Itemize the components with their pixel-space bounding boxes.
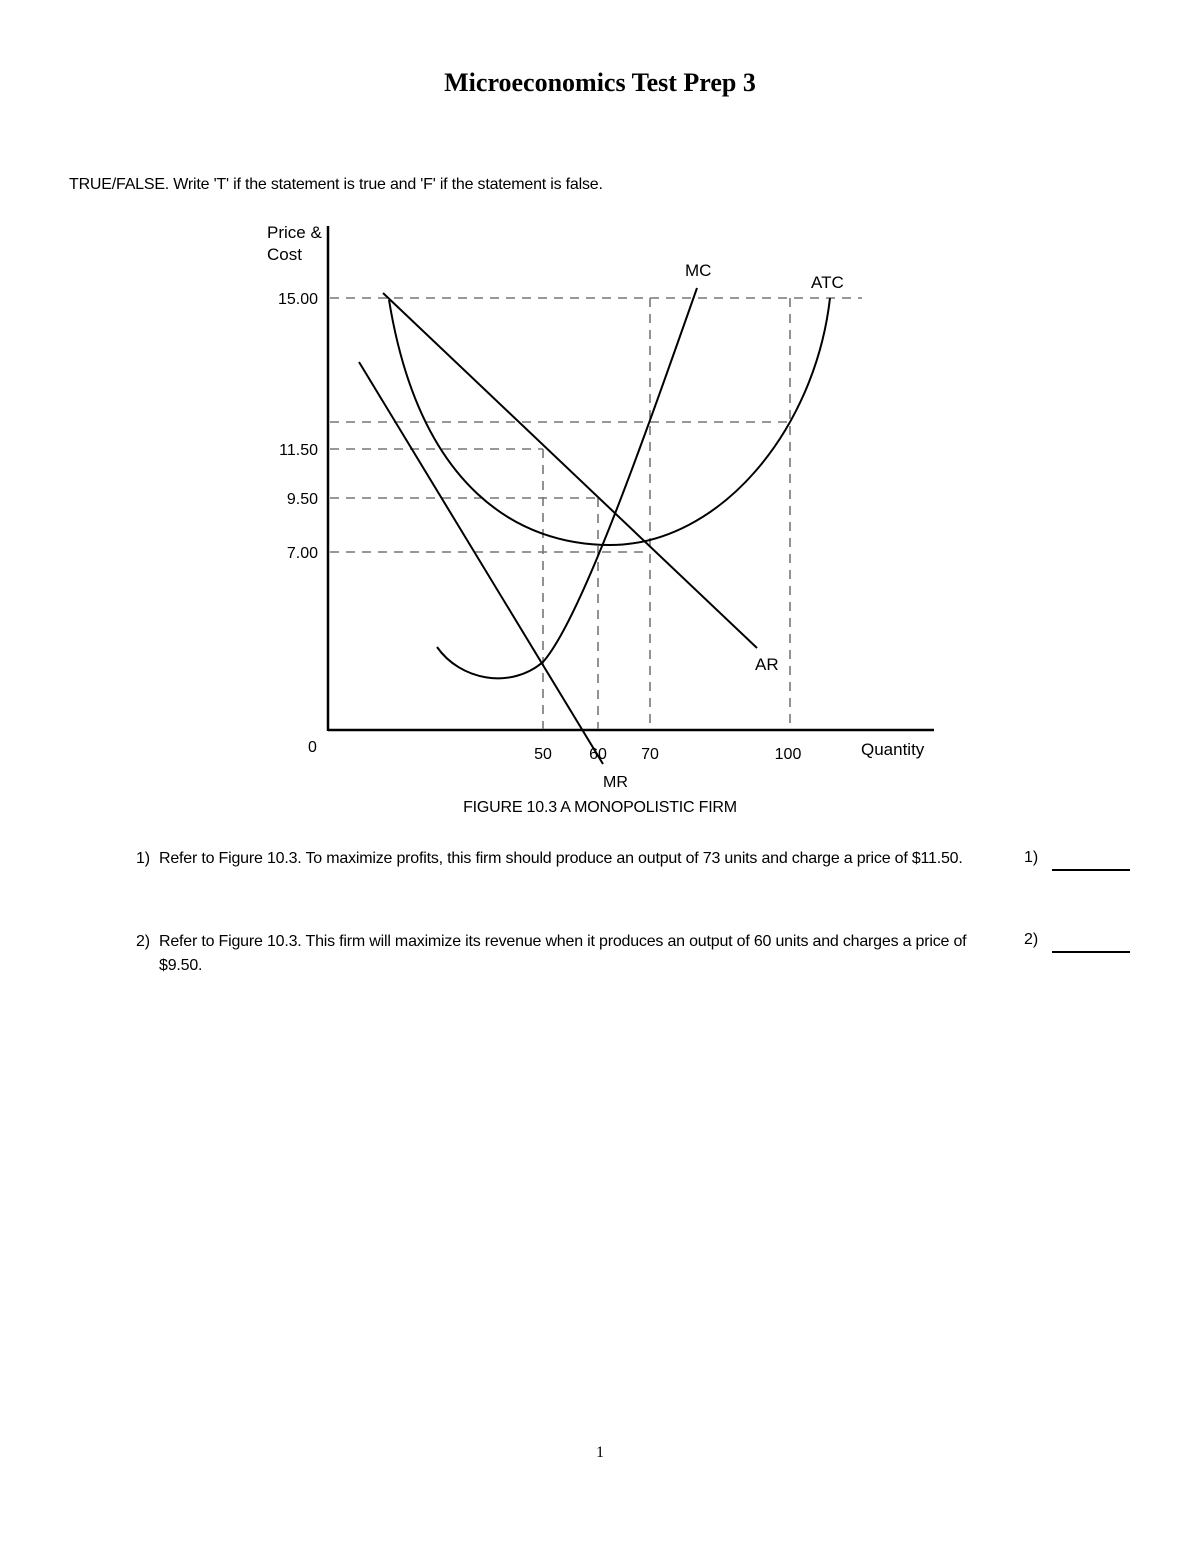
question-2: [136, 930, 986, 978]
instructions-text: TRUE/FALSE. Write 'T' if the statement is true and 'F' if the statement is false.: [69, 176, 603, 193]
page-title: Microeconomics Test Prep 3: [444, 68, 756, 97]
page-number: 1: [596, 1444, 604, 1461]
y-tick-7-00: 7.00: [286, 545, 318, 562]
ar-label: AR: [755, 655, 779, 674]
question-1-text: Refer to Figure 10.3. To maximize profits, this firm should produce an output of 73 units and charge a price of $11.50.: [159, 850, 963, 867]
figure-caption: FIGURE 10.3 A MONOPOLISTIC FIRM: [463, 799, 737, 816]
x-tick-60: 60: [589, 746, 607, 763]
answer-2-blank[interactable]: [1052, 951, 1130, 953]
question-1-number: 1): [136, 850, 150, 867]
ar-curve: [383, 293, 757, 648]
x-tick-70: 70: [641, 746, 659, 763]
question-2-text: Refer to Figure 10.3. This firm will maximize its revenue when it produces an output of 60 units and charges a price of $9.50.: [159, 933, 967, 974]
y-tick-15-00: 15.00: [277, 291, 318, 308]
x-tick-100: 100: [774, 746, 802, 763]
x-axis-label: Quantity: [861, 740, 925, 759]
y-axis-label-line1: Price &: [267, 223, 322, 242]
origin-label: 0: [308, 739, 317, 756]
answer-1: [1024, 849, 1134, 875]
y-tick-9-50: 9.50: [286, 491, 318, 508]
answer-1-number: 1): [1024, 849, 1039, 866]
answer-2-number: 2): [1024, 931, 1039, 948]
mc-label: MC: [685, 261, 712, 280]
x-tick-50: 50: [534, 746, 552, 763]
mc-curve: [437, 288, 697, 678]
atc-label: ATC: [811, 273, 844, 292]
answer-1-blank[interactable]: [1052, 869, 1130, 871]
y-tick-11-50: 11.50: [279, 442, 318, 459]
answer-2: [1024, 931, 1134, 957]
question-2-number: 2): [136, 933, 150, 950]
y-axis-label-line2: Cost: [267, 245, 302, 264]
question-1: [136, 847, 986, 871]
mr-label: MR: [603, 774, 628, 791]
